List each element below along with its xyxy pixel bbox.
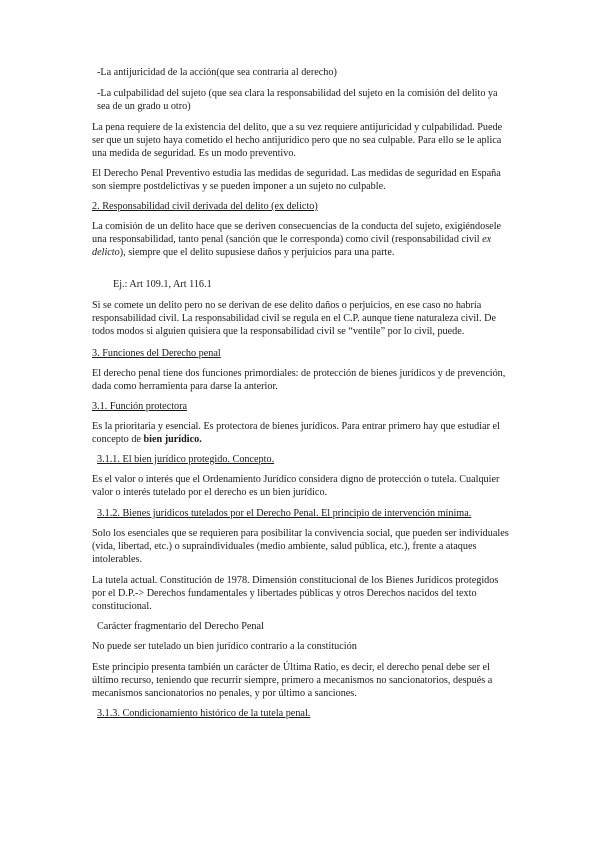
heading-bienes-juridicos-tutelados [97,507,512,520]
paragraph-comision-delito [92,220,512,259]
heading-text: 3.1.2. Bienes jurídicos tutelados por el Derecho Penal. El principio de intervención mínima. [97,508,472,519]
paragraph-prioritaria [92,420,512,446]
text-run: Es la prioritaria y esencial. Es protectora de bienes jurídicos. Para entrar primero hay que estudiar el concepto de [92,421,500,445]
paragraph-caracter-fragmentario: Carácter fragmentario del Derecho Penal [97,621,264,632]
bold-bien-juridico: bien jurídico. [143,434,202,445]
paragraph-no-tutelado: No puede ser tutelado un bien jurídico contrario a la constitución [92,641,357,652]
text-run: ), siempre que el delito supusiese daños y perjuicios para una parte. [119,247,395,258]
heading-text: 3.1.1. El bien jurídico protegido. Concepto. [97,454,275,465]
heading-funcion-protectora: 3.1. Función protectora [92,401,188,412]
text-run: La comisión de un delito hace que se deriven consecuencias de la conducta del sujeto, exigiéndosele una responsabilidad, tanto penal (sanción que le corresponda) como civil (responsabilidad civil [92,221,502,245]
paragraph-funciones: El derecho penal tiene dos funciones primordiales: de protección de bienes jurídicos y de prevención, dada como herramienta para darse la anterior. [92,368,506,392]
paragraph-pena: La pena requiere de la existencia del delito, que a su vez requiere antijuricidad y culpabilidad. Puede ser que un sujeto haya cometido el hecho antijurídico pero que no sea culpable. Para ello se le aplica una medida de seguridad. Es un modo preventivo. [92,122,503,159]
heading-text: 3.1.3. Condicionamiento histórico de la tutela penal. [97,708,311,719]
paragraph-example-articles: Ej.: Art 109.1, Art 116.1 [113,279,212,290]
heading-funciones: 3. Funciones del Derecho penal [92,348,221,359]
heading-responsabilidad-civil: 2. Responsabilidad civil derivada del delito (ex delicto) [92,201,318,212]
paragraph-culpabilidad: -La culpabilidad del sujeto (que sea clara la responsabilidad del sujeto en la comisión del delito ya sea de un grado u otro) [97,88,498,112]
paragraph-ultima-ratio: Este principio presenta también un carácter de Última Ratio, es decir, el derecho penal debe ser el último recurso, teniendo que recurrir siempre, primero a mecanismos no sancionatorios, después a mecanismos sancionatorios no penales, y por último a sanciones. [92,662,493,699]
paragraph-esenciales: Solo los esenciales que se requieren para posibilitar la convivencia social, que pueden ser individuales (vida, libertad, etc.) o supraindividuales (medio ambiente, salud pública, etc.), frente a ataques intolerables. [92,528,509,565]
paragraph-sin-danos: Si se comete un delito pero no se derivan de ese delito daños o perjuicios, en ese caso no habría responsabilidad civil. La responsabilidad civil se regula en el C.P. aunque tiene naturaleza civil. De todos modos si alguien quisiera que la responsabilidad civil se “ventile” por lo civil, puede. [92,300,496,337]
heading-bien-juridico-protegido [97,453,512,466]
paragraph-antijuricidad: -La antijuricidad de la acción(que sea contraria al derecho) [97,67,337,78]
paragraph-tutela-actual: La tutela actual. Constitución de 1978. Dimensión constitucional de los Bienes Jurídicos protegidos por el D.P.-> Derechos fundamentales y libertades públicas y otros Derechos nacidos del texto constitucional. [92,575,499,612]
heading-condicionamiento-historico [97,707,512,720]
emphasis-ex-delicto: ex delicto [92,234,492,258]
paragraph-derecho-penal-preventivo: El Derecho Penal Preventivo estudia las medidas de seguridad. Las medidas de seguridad en España son siempre postdelictivas y se pueden imponer a un sujeto no culpable. [92,168,501,192]
paragraph-valor-interes: Es el valor o interés que el Ordenamiento Jurídico considera digno de protección o tutela. Cualquier valor o interés tutelado por el derecho es un bien jurídico. [92,474,500,498]
